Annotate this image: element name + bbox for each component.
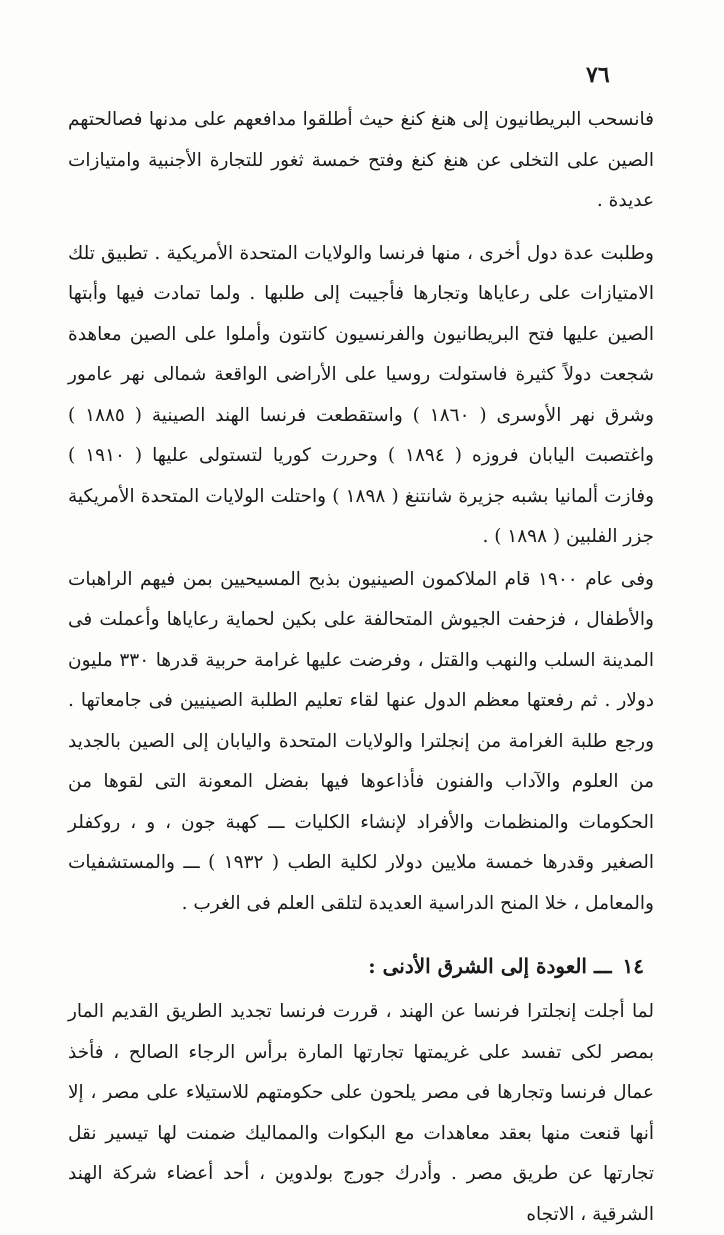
page-number: ٧٦ bbox=[586, 62, 610, 88]
section-heading bbox=[68, 952, 654, 980]
section-number: ١٤ bbox=[622, 954, 644, 978]
paragraph-4: لما أجلت إنجلترا فرنسا عن الهند ، قررت فرنسا تجديد الطريق القديم المار بمصر لكى تفسد على غريمتها تجارتها المارة برأس الرجاء الصالح ، فأخذ عمال فرنسا وتجارها فى مصر يلحون على حكومتهم للاستيلاء على مصر ، إلا أنها قنعت منها بعقد معاهدات مع البكوات والمماليك ضمنت لها تيسير نقل تجارتها عن طريق مصر . وأدرك جورج بولدوين ، أحد أعضاء شركة الهند الشرقية ، الاتجاه bbox=[68, 1001, 654, 1225]
paragraph-2: وطلبت عدة دول أخرى ، منها فرنسا والولايات المتحدة الأمريكية . تطبيق تلك الامتيازات على رعاياها وتجارها فأجيبت إلى طلبها . ولما تمادت فيها وأبتها الصين عليها فتح البريطانيون والفرنسيون كانتون وأملوا على الصين معاهدة شجعت دولاً كثيرة فاستولت روسيا على الأراضى الواقعة شمالى نهر عامور وشرق نهر الأوسرى ( ١٨٦٠ ) واستقطعت فرنسا الهند الصينية ( ١٨٨٥ ) واغتصبت اليابان فروزه ( ١٨٩٤ ) وحررت كوريا لتستولى عليها ( ١٩١٠ ) وفازت ألمانيا بشبه جزيرة شانتنغ ( ١٨٩٨ ) واحتلت الولايات المتحدة الأمريكية جزر الفلبين ( ١٨٩٨ ) . bbox=[68, 242, 654, 547]
paragraph-1: فانسحب البريطانيون إلى هنغ كنغ حيث أطلقوا مدافعهم على مدنها فصالحتهم الصين على التخلى عن هنغ كنغ وفتح خمسة ثغور للتجارة الأجنبية وامتيازات عديدة . bbox=[68, 109, 654, 211]
section-title: العودة إلى الشرق الأدنى : bbox=[368, 954, 587, 978]
section-dash: ـــ bbox=[593, 954, 612, 978]
paragraph-3: وفى عام ١٩٠٠ قام الملاكمون الصينيون بذبح المسيحيين بمن فيهم الراهبات والأطفال ، فزحفت الجيوش المتحالفة على بكين لحماية رعاياها وأعملت فى المدينة السلب والنهب والقتل ، وفرضت عليها غرامة حربية قدرها ٣٣٠ مليون دولار . ثم رفعتها معظم الدول عنها لقاء تعليم الطلبة الصينيين فى جامعاتها . ورجع طلبة الغرامة من إنجلترا والولايات المتحدة واليابان إلى الصين بالجديد من العلوم والآداب والفنون فأذاعوها فيها بفضل المعونة التى لقوها من الحكومات والمنظمات والأفراد لإنشاء الكليات ـــ كهبة جون ، و ، روكفلر الصغير وقدرها خمسة ملايين دولار لكلية الطب ( ١٩٣٢ ) ـــ والمستشفيات والمعامل ، خلا المنح الدراسية العديدة لتلقى العلم فى الغرب . bbox=[68, 568, 655, 914]
